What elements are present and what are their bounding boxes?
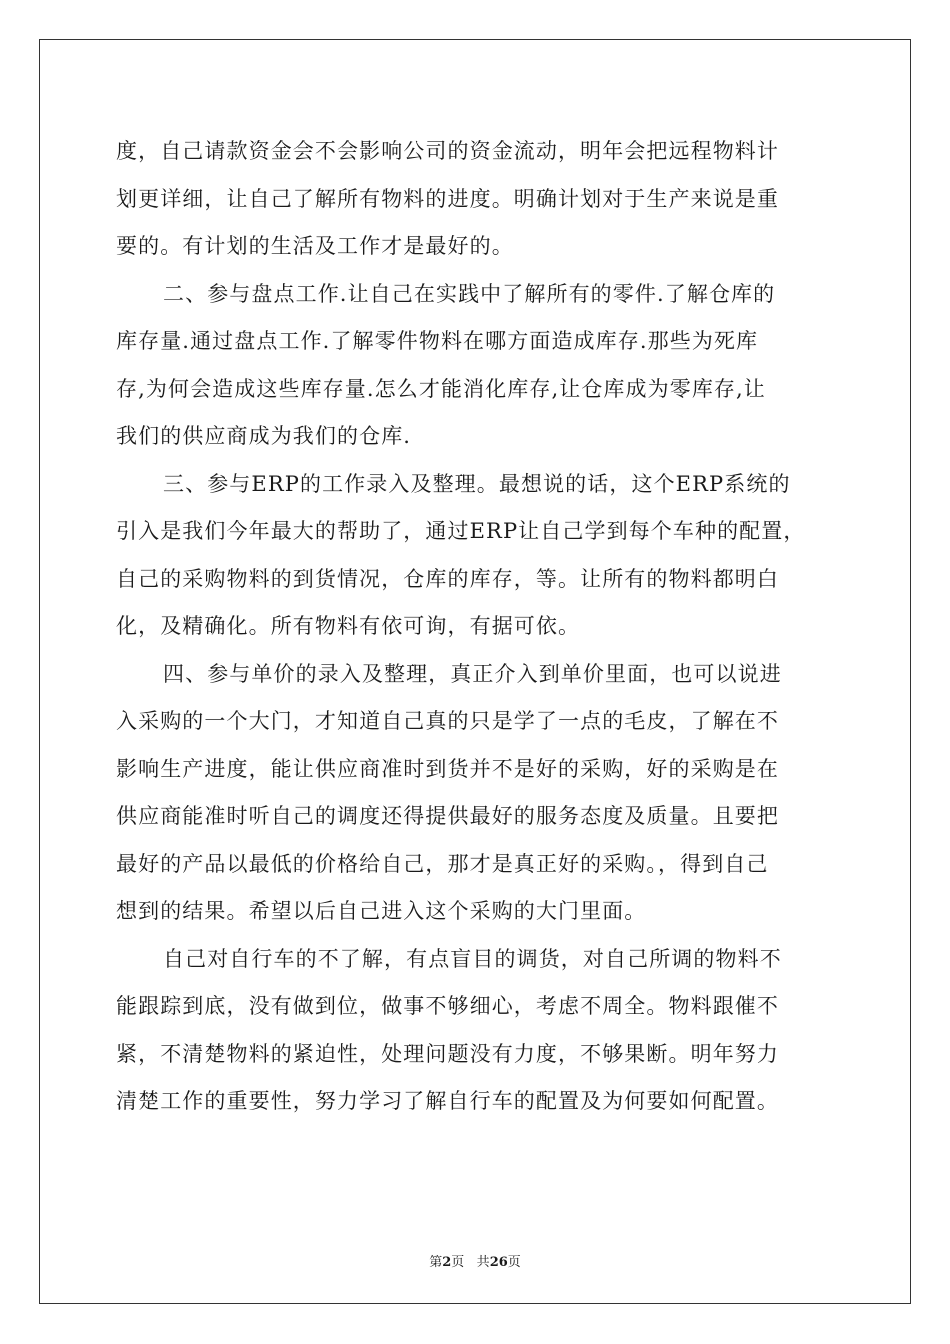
- paragraph-continuation: [116, 128, 836, 271]
- text-line: 想到的结果。希望以后自己进入这个采购的大门里面。: [116, 899, 647, 923]
- text-line: 二、参与盘点工作.让自己在实践中了解所有的零件.了解仓库的: [163, 281, 776, 306]
- text-line: 要的。有计划的生活及工作才是最好的。: [116, 234, 514, 258]
- text-line: 能跟踪到底，没有做到位，做事不够细心，考虑不周全。物料跟催不: [116, 994, 779, 1018]
- text-line: 库存量.通过盘点工作.了解零件物料在哪方面造成库存.那些为死库: [116, 329, 759, 353]
- text-line: 化，及精确化。所有物料有依可询，有据可依。: [116, 614, 581, 638]
- paragraph-self-review: [116, 936, 836, 1126]
- paragraph-unit-price: [116, 651, 836, 936]
- text-line: 自己的采购物料的到货情况，仓库的库存，等。让所有的物料都明白: [116, 566, 779, 591]
- text-line: 影响生产进度，能让供应商准时到货并不是好的采购，好的采购是在: [116, 756, 779, 781]
- text-line: 供应商能准时听自己的调度还得提供最好的服务态度及质量。且要把: [116, 804, 779, 828]
- text-line: 最好的产品以最低的价格给自己，那才是真正好的采购。，得到自己: [116, 851, 769, 876]
- paragraph-erp: [116, 461, 836, 651]
- page-footer: [0, 1251, 950, 1270]
- text-line: 度，自己请款资金会不会影响公司的资金流动，明年会把远程物料计: [116, 139, 779, 163]
- text-line: 紧，不清楚物料的紧迫性，处理问题没有力度，不够果断。明年努力: [116, 1041, 779, 1066]
- total-pages: 共26页: [476, 1255, 521, 1270]
- document-body: [116, 128, 836, 1126]
- page-number: 第2页: [429, 1255, 465, 1270]
- text-line: 划更详细，让自己了解所有物料的进度。明确计划对于生产来说是重: [116, 186, 779, 211]
- text-line: 存,为何会造成这些库存量.怎么才能消化库存,让仓库成为零库存,让: [116, 376, 766, 401]
- text-line: 入采购的一个大门，才知道自己真的只是学了一点的毛皮，了解在不: [116, 709, 779, 733]
- text-line: 我们的供应商成为我们的仓库.: [116, 424, 412, 448]
- text-line: 自己对自行车的不了解，有点盲目的调货，对自己所调的物料不: [163, 946, 782, 971]
- paragraph-inventory: [116, 271, 836, 461]
- text-line: 引入是我们今年最大的帮助了，通过ERP让自己学到每个车种的配置，: [116, 519, 806, 543]
- text-line: 四、参与单价的录入及整理，真正介入到单价里面，也可以说进: [163, 661, 782, 686]
- text-line: 三、参与ERP的工作录入及整理。最想说的话，这个ERP系统的: [163, 471, 791, 496]
- text-line: 清楚工作的重要性，努力学习了解自行车的配置及为何要如何配置。: [116, 1089, 779, 1113]
